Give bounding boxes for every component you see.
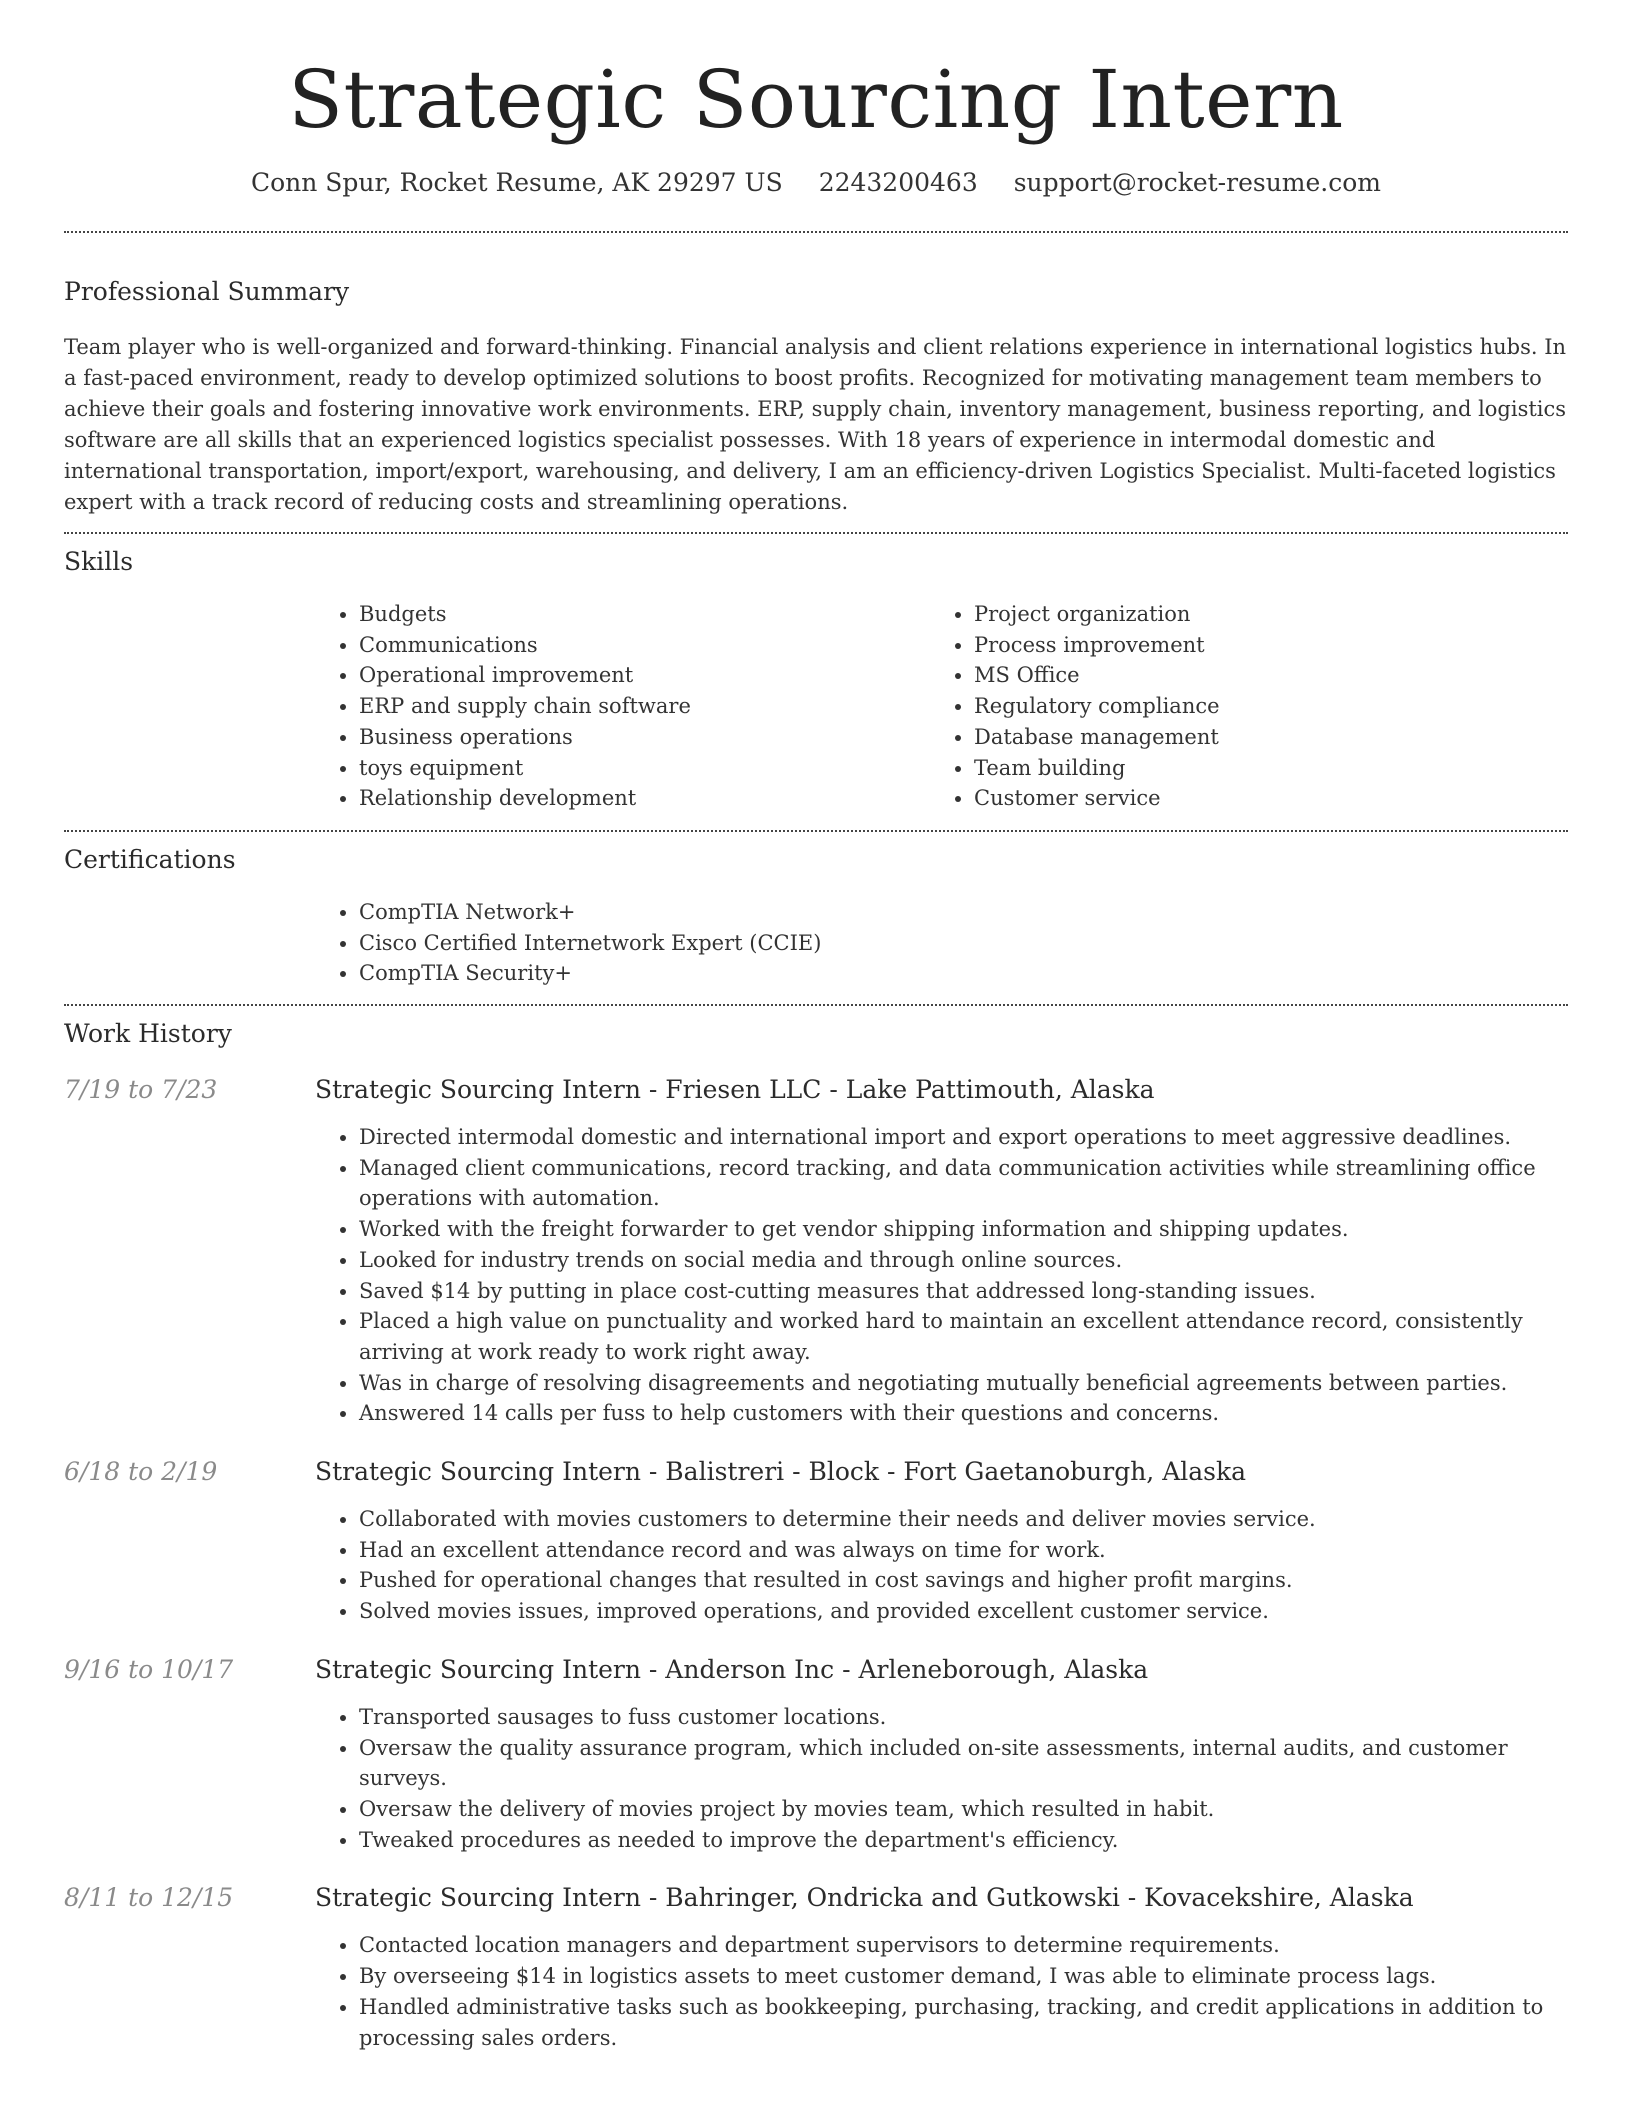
job-entry	[64, 1881, 1568, 2053]
jobs-list	[64, 1073, 1568, 2053]
job-body	[315, 1881, 1568, 2053]
job-bullets	[315, 1930, 1568, 2053]
job-body	[315, 1653, 1568, 1856]
job-title: Strategic Sourcing Intern - Balistreri - Block - Fort Gaetanoburgh, Alaska	[315, 1457, 1247, 1487]
skills-list-right	[930, 599, 1545, 814]
list-item: • Worked with the freight forwarder to get vendor shipping information and shipping updates.	[359, 1214, 1568, 1245]
list-item: • Pushed for operational changes that resulted in cost savings and higher profit margins.	[359, 1565, 1568, 1596]
list-item: • CompTIA Network+	[359, 897, 1568, 928]
job-bullets	[315, 1122, 1568, 1429]
job-entry	[64, 1073, 1568, 1429]
list-item: • Oversaw the delivery of movies project by movies team, which resulted in habit.	[359, 1794, 1568, 1825]
list-item: • Handled administrative tasks such as bookkeeping, purchasing, tracking, and credit applications in addition to processing sales orders.	[359, 1992, 1568, 2053]
list-item: • Looked for industry trends on social media and through online sources.	[359, 1245, 1568, 1276]
list-item: • CompTIA Security+	[359, 958, 1568, 989]
list-item: • Team building	[974, 753, 1545, 784]
summary-section	[64, 233, 1568, 518]
list-item: • Answered 14 calls per fuss to help customers with their questions and concerns.	[359, 1398, 1568, 1429]
job-body	[315, 1455, 1568, 1627]
skills-title: Skills	[64, 547, 134, 576]
list-item: • Database management	[974, 722, 1545, 753]
list-item: • Budgets	[359, 599, 930, 630]
skills-list-left	[315, 599, 930, 814]
list-item: • Contacted location managers and department supervisors to determine requirements.	[359, 1930, 1568, 1961]
list-item: • Relationship development	[359, 783, 930, 814]
list-item: • Tweaked procedures as needed to improve the department's efficiency.	[359, 1825, 1568, 1856]
work-history-section	[64, 1006, 1568, 2053]
job-date: 8/11 to 12/15	[64, 1883, 234, 1913]
certifications-list	[315, 897, 1568, 989]
skills-section	[64, 534, 1568, 814]
job-entry	[64, 1455, 1568, 1627]
list-item: • Solved movies issues, improved operations, and provided excellent customer service.	[359, 1596, 1568, 1627]
list-item: • Collaborated with movies customers to determine their needs and deliver movies service.	[359, 1504, 1568, 1535]
summary-title: Professional Summary	[64, 277, 350, 306]
list-item: • Managed client communications, record tracking, and data communication activities while streamlining office operations with automation.	[359, 1153, 1568, 1214]
job-date: 7/19 to 7/23	[64, 1075, 218, 1105]
contact-phone: 2243200463	[818, 168, 978, 197]
list-item: • Oversaw the quality assurance program, which included on-site assessments, internal audits, and customer surveys.	[359, 1733, 1568, 1794]
certifications-title: Certifications	[64, 844, 236, 874]
summary-text: Team player who is well-organized and forward-thinking. Financial analysis and client relations experience in international logistics hubs. In a fast-paced environment, ready to develop optimized solutions to boost profits. Recognized for motivating management team members to achieve their goals and fostering innovative work environments. ERP, supply chain, inventory management, business reporting, and logistics software are all skills that an experienced logistics specialist possesses. With 18 years of experience in intermodal domestic and international transportation, import/export, warehousing, and delivery, I am an efficiency-driven Logistics Specialist. Multi-faceted logistics expert with a track record of reducing costs and streamlining operations.	[64, 335, 1567, 514]
list-item: • By overseeing $14 in logistics assets to meet customer demand, I was able to eliminate process lags.	[359, 1961, 1568, 1992]
list-item: • Business operations	[359, 722, 930, 753]
work-history-title: Work History	[64, 1019, 232, 1049]
job-title: Strategic Sourcing Intern - Bahringer, Ondricka and Gutkowski - Kovacekshire, Alaska	[315, 1883, 1414, 1913]
list-item: • ERP and supply chain software	[359, 691, 930, 722]
list-item: • Saved $14 by putting in place cost-cutting measures that addressed long-standing issues.	[359, 1276, 1568, 1307]
job-title: Strategic Sourcing Intern - Anderson Inc - Arleneborough, Alaska	[315, 1654, 1149, 1684]
certifications-body	[315, 897, 1568, 989]
skills-columns	[315, 599, 1568, 814]
list-item: • Process improvement	[974, 630, 1545, 661]
list-item: • Operational improvement	[359, 660, 930, 691]
list-item: • Directed intermodal domestic and international import and export operations to meet aggressive deadlines.	[359, 1122, 1568, 1153]
list-item: • Regulatory compliance	[974, 691, 1545, 722]
list-item: • Transported sausages to fuss customer locations.	[359, 1702, 1568, 1733]
contact-email: support@rocket-resume.com	[1013, 168, 1382, 197]
resume-page	[64, 0, 1568, 2053]
job-title: Strategic Sourcing Intern - Friesen LLC - Lake Pattimouth, Alaska	[315, 1075, 1155, 1105]
list-item: • Placed a high value on punctuality and worked hard to maintain an excellent attendance record, consistently arriving at work ready to work right away.	[359, 1306, 1568, 1367]
resume-name: Strategic Sourcing Intern	[288, 53, 1344, 146]
contact-address: Conn Spur, Rocket Resume, AK 29297 US	[250, 168, 783, 197]
list-item: • Cisco Certified Internetwork Expert (CCIE)	[359, 928, 1568, 959]
list-item: • toys equipment	[359, 753, 930, 784]
job-bullets	[315, 1702, 1568, 1856]
job-bullets	[315, 1504, 1568, 1627]
job-date: 6/18 to 2/19	[64, 1457, 218, 1487]
certifications-section	[64, 832, 1568, 989]
list-item: • Project organization	[974, 599, 1545, 630]
list-item: • Customer service	[974, 783, 1545, 814]
list-item: • Was in charge of resolving disagreements and negotiating mutually beneficial agreements between parties.	[359, 1368, 1568, 1399]
job-body	[315, 1073, 1568, 1429]
list-item: • Communications	[359, 630, 930, 661]
job-entry	[64, 1653, 1568, 1856]
list-item: • Had an excellent attendance record and was always on time for work.	[359, 1535, 1568, 1566]
skills-column-left	[315, 599, 930, 814]
contact-line	[64, 166, 1568, 200]
skills-column-right	[930, 599, 1545, 814]
list-item: • MS Office	[974, 660, 1545, 691]
job-date: 9/16 to 10/17	[64, 1654, 234, 1684]
